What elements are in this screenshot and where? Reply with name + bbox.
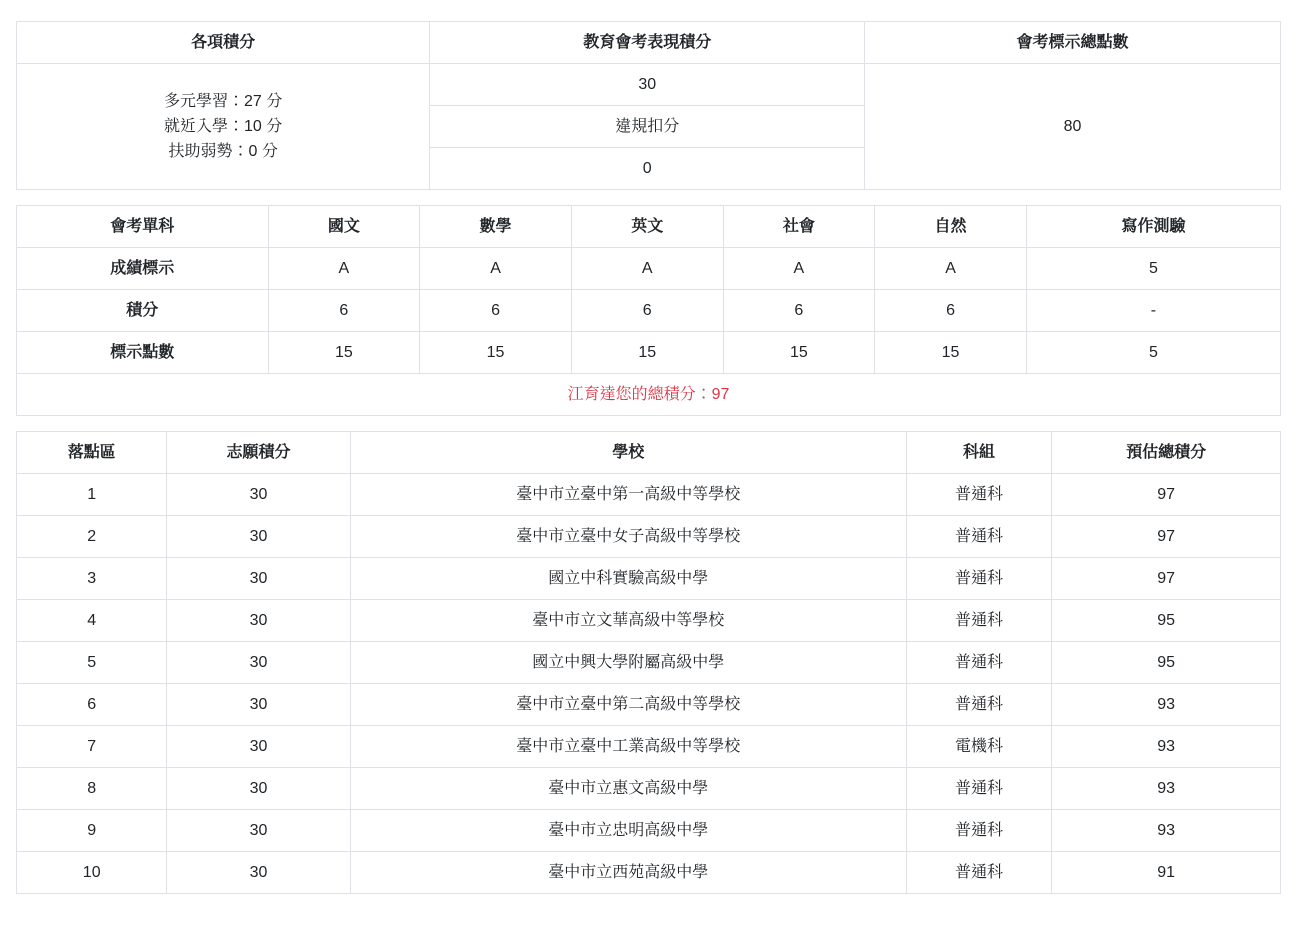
points-cell: - <box>1026 290 1280 332</box>
grade-mark-cell: 5 <box>1026 248 1280 290</box>
department-cell: 普通科 <box>906 516 1051 558</box>
school-cell: 臺中市立臺中第二高級中等學校 <box>350 684 906 726</box>
misc-points-header: 各項積分 <box>17 22 430 64</box>
placement-row <box>17 474 1281 516</box>
preference-points-cell: 30 <box>167 810 350 852</box>
penalty-label-cell: 違規扣分 <box>430 106 865 148</box>
zone-cell: 7 <box>17 726 167 768</box>
misc-points-cell <box>17 64 430 190</box>
grade-mark-row <box>17 248 1281 290</box>
points-cell: 6 <box>875 290 1027 332</box>
misc-points-line-2: 就近入學：10 分 <box>164 118 283 135</box>
zone-cell: 2 <box>17 516 167 558</box>
subject-header-row <box>17 206 1281 248</box>
placement-row <box>17 810 1281 852</box>
mark-points-row-label: 標示點數 <box>17 332 269 374</box>
school-cell: 國立中興大學附屬高級中學 <box>350 642 906 684</box>
subject-header-english: 英文 <box>571 206 723 248</box>
subject-table <box>16 205 1281 416</box>
subject-header-math: 數學 <box>420 206 572 248</box>
exam-performance-score-cell: 30 <box>430 64 865 106</box>
placement-row <box>17 516 1281 558</box>
school-cell: 臺中市立文華高級中等學校 <box>350 600 906 642</box>
preference-points-cell: 30 <box>167 726 350 768</box>
zone-cell: 8 <box>17 768 167 810</box>
points-cell: 6 <box>723 290 875 332</box>
estimated-total-cell: 93 <box>1052 726 1281 768</box>
subject-header-social: 社會 <box>723 206 875 248</box>
school-cell: 臺中市立忠明高級中學 <box>350 810 906 852</box>
zone-cell: 3 <box>17 558 167 600</box>
estimated-total-cell: 97 <box>1052 558 1281 600</box>
estimated-total-cell: 93 <box>1052 810 1281 852</box>
department-cell: 普通科 <box>906 810 1051 852</box>
total-mark-points-header: 會考標示總點數 <box>865 22 1281 64</box>
subject-header-chinese: 國文 <box>268 206 420 248</box>
penalty-value-cell: 0 <box>430 148 865 190</box>
summary-body-row-1 <box>17 64 1281 106</box>
points-cell: 6 <box>420 290 572 332</box>
placement-row <box>17 642 1281 684</box>
school-cell: 臺中市立臺中第一高級中等學校 <box>350 474 906 516</box>
zone-cell: 9 <box>17 810 167 852</box>
department-cell: 普通科 <box>906 684 1051 726</box>
points-cell: 6 <box>268 290 420 332</box>
preference-points-cell: 30 <box>167 558 350 600</box>
placement-row <box>17 684 1281 726</box>
placement-row <box>17 768 1281 810</box>
placement-row <box>17 600 1281 642</box>
placement-zone-header: 落點區 <box>17 432 167 474</box>
department-cell: 普通科 <box>906 600 1051 642</box>
school-cell: 國立中科實驗高級中學 <box>350 558 906 600</box>
estimated-total-cell: 91 <box>1052 852 1281 894</box>
estimated-total-cell: 93 <box>1052 768 1281 810</box>
grade-mark-cell: A <box>723 248 875 290</box>
points-row <box>17 290 1281 332</box>
preference-points-header: 志願積分 <box>167 432 350 474</box>
school-cell: 臺中市立惠文高級中學 <box>350 768 906 810</box>
exam-performance-header: 教育會考表現積分 <box>430 22 865 64</box>
placement-row <box>17 726 1281 768</box>
school-cell: 臺中市立西苑高級中學 <box>350 852 906 894</box>
subject-header-writing: 寫作測驗 <box>1026 206 1280 248</box>
mark-points-cell: 15 <box>723 332 875 374</box>
misc-points-line-1: 多元學習：27 分 <box>164 93 283 110</box>
subject-header-science: 自然 <box>875 206 1027 248</box>
preference-points-cell: 30 <box>167 852 350 894</box>
subject-corner-header: 會考單科 <box>17 206 269 248</box>
department-cell: 電機科 <box>906 726 1051 768</box>
summary-header-row <box>17 22 1281 64</box>
department-cell: 普通科 <box>906 768 1051 810</box>
total-score-row <box>17 374 1281 416</box>
placement-table <box>16 431 1281 894</box>
points-row-label: 積分 <box>17 290 269 332</box>
preference-points-cell: 30 <box>167 684 350 726</box>
mark-points-cell: 15 <box>268 332 420 374</box>
total-score-text: 江育達您的總積分：97 <box>17 374 1281 416</box>
grade-mark-cell: A <box>420 248 572 290</box>
mark-points-cell: 15 <box>875 332 1027 374</box>
department-cell: 普通科 <box>906 558 1051 600</box>
summary-table <box>16 21 1281 190</box>
placement-row <box>17 852 1281 894</box>
estimated-total-cell: 97 <box>1052 516 1281 558</box>
preference-points-cell: 30 <box>167 516 350 558</box>
placement-row <box>17 558 1281 600</box>
mark-points-cell: 5 <box>1026 332 1280 374</box>
estimated-total-cell: 95 <box>1052 600 1281 642</box>
department-cell: 普通科 <box>906 852 1051 894</box>
zone-cell: 10 <box>17 852 167 894</box>
school-cell: 臺中市立臺中女子高級中等學校 <box>350 516 906 558</box>
mark-points-cell: 15 <box>571 332 723 374</box>
grade-mark-cell: A <box>268 248 420 290</box>
department-header: 科組 <box>906 432 1051 474</box>
points-cell: 6 <box>571 290 723 332</box>
school-cell: 臺中市立臺中工業高級中等學校 <box>350 726 906 768</box>
estimated-total-header: 預估總積分 <box>1052 432 1281 474</box>
total-mark-points-cell: 80 <box>865 64 1281 190</box>
misc-points-line-3: 扶助弱勢：0 分 <box>168 143 278 160</box>
placement-header-row <box>17 432 1281 474</box>
school-header: 學校 <box>350 432 906 474</box>
zone-cell: 5 <box>17 642 167 684</box>
estimated-total-cell: 95 <box>1052 642 1281 684</box>
preference-points-cell: 30 <box>167 642 350 684</box>
department-cell: 普通科 <box>906 642 1051 684</box>
preference-points-cell: 30 <box>167 474 350 516</box>
zone-cell: 6 <box>17 684 167 726</box>
estimated-total-cell: 93 <box>1052 684 1281 726</box>
preference-points-cell: 30 <box>167 768 350 810</box>
grade-mark-cell: A <box>875 248 1027 290</box>
grade-mark-row-label: 成績標示 <box>17 248 269 290</box>
estimated-total-cell: 97 <box>1052 474 1281 516</box>
mark-points-cell: 15 <box>420 332 572 374</box>
zone-cell: 1 <box>17 474 167 516</box>
grade-mark-cell: A <box>571 248 723 290</box>
preference-points-cell: 30 <box>167 600 350 642</box>
mark-points-row <box>17 332 1281 374</box>
department-cell: 普通科 <box>906 474 1051 516</box>
zone-cell: 4 <box>17 600 167 642</box>
